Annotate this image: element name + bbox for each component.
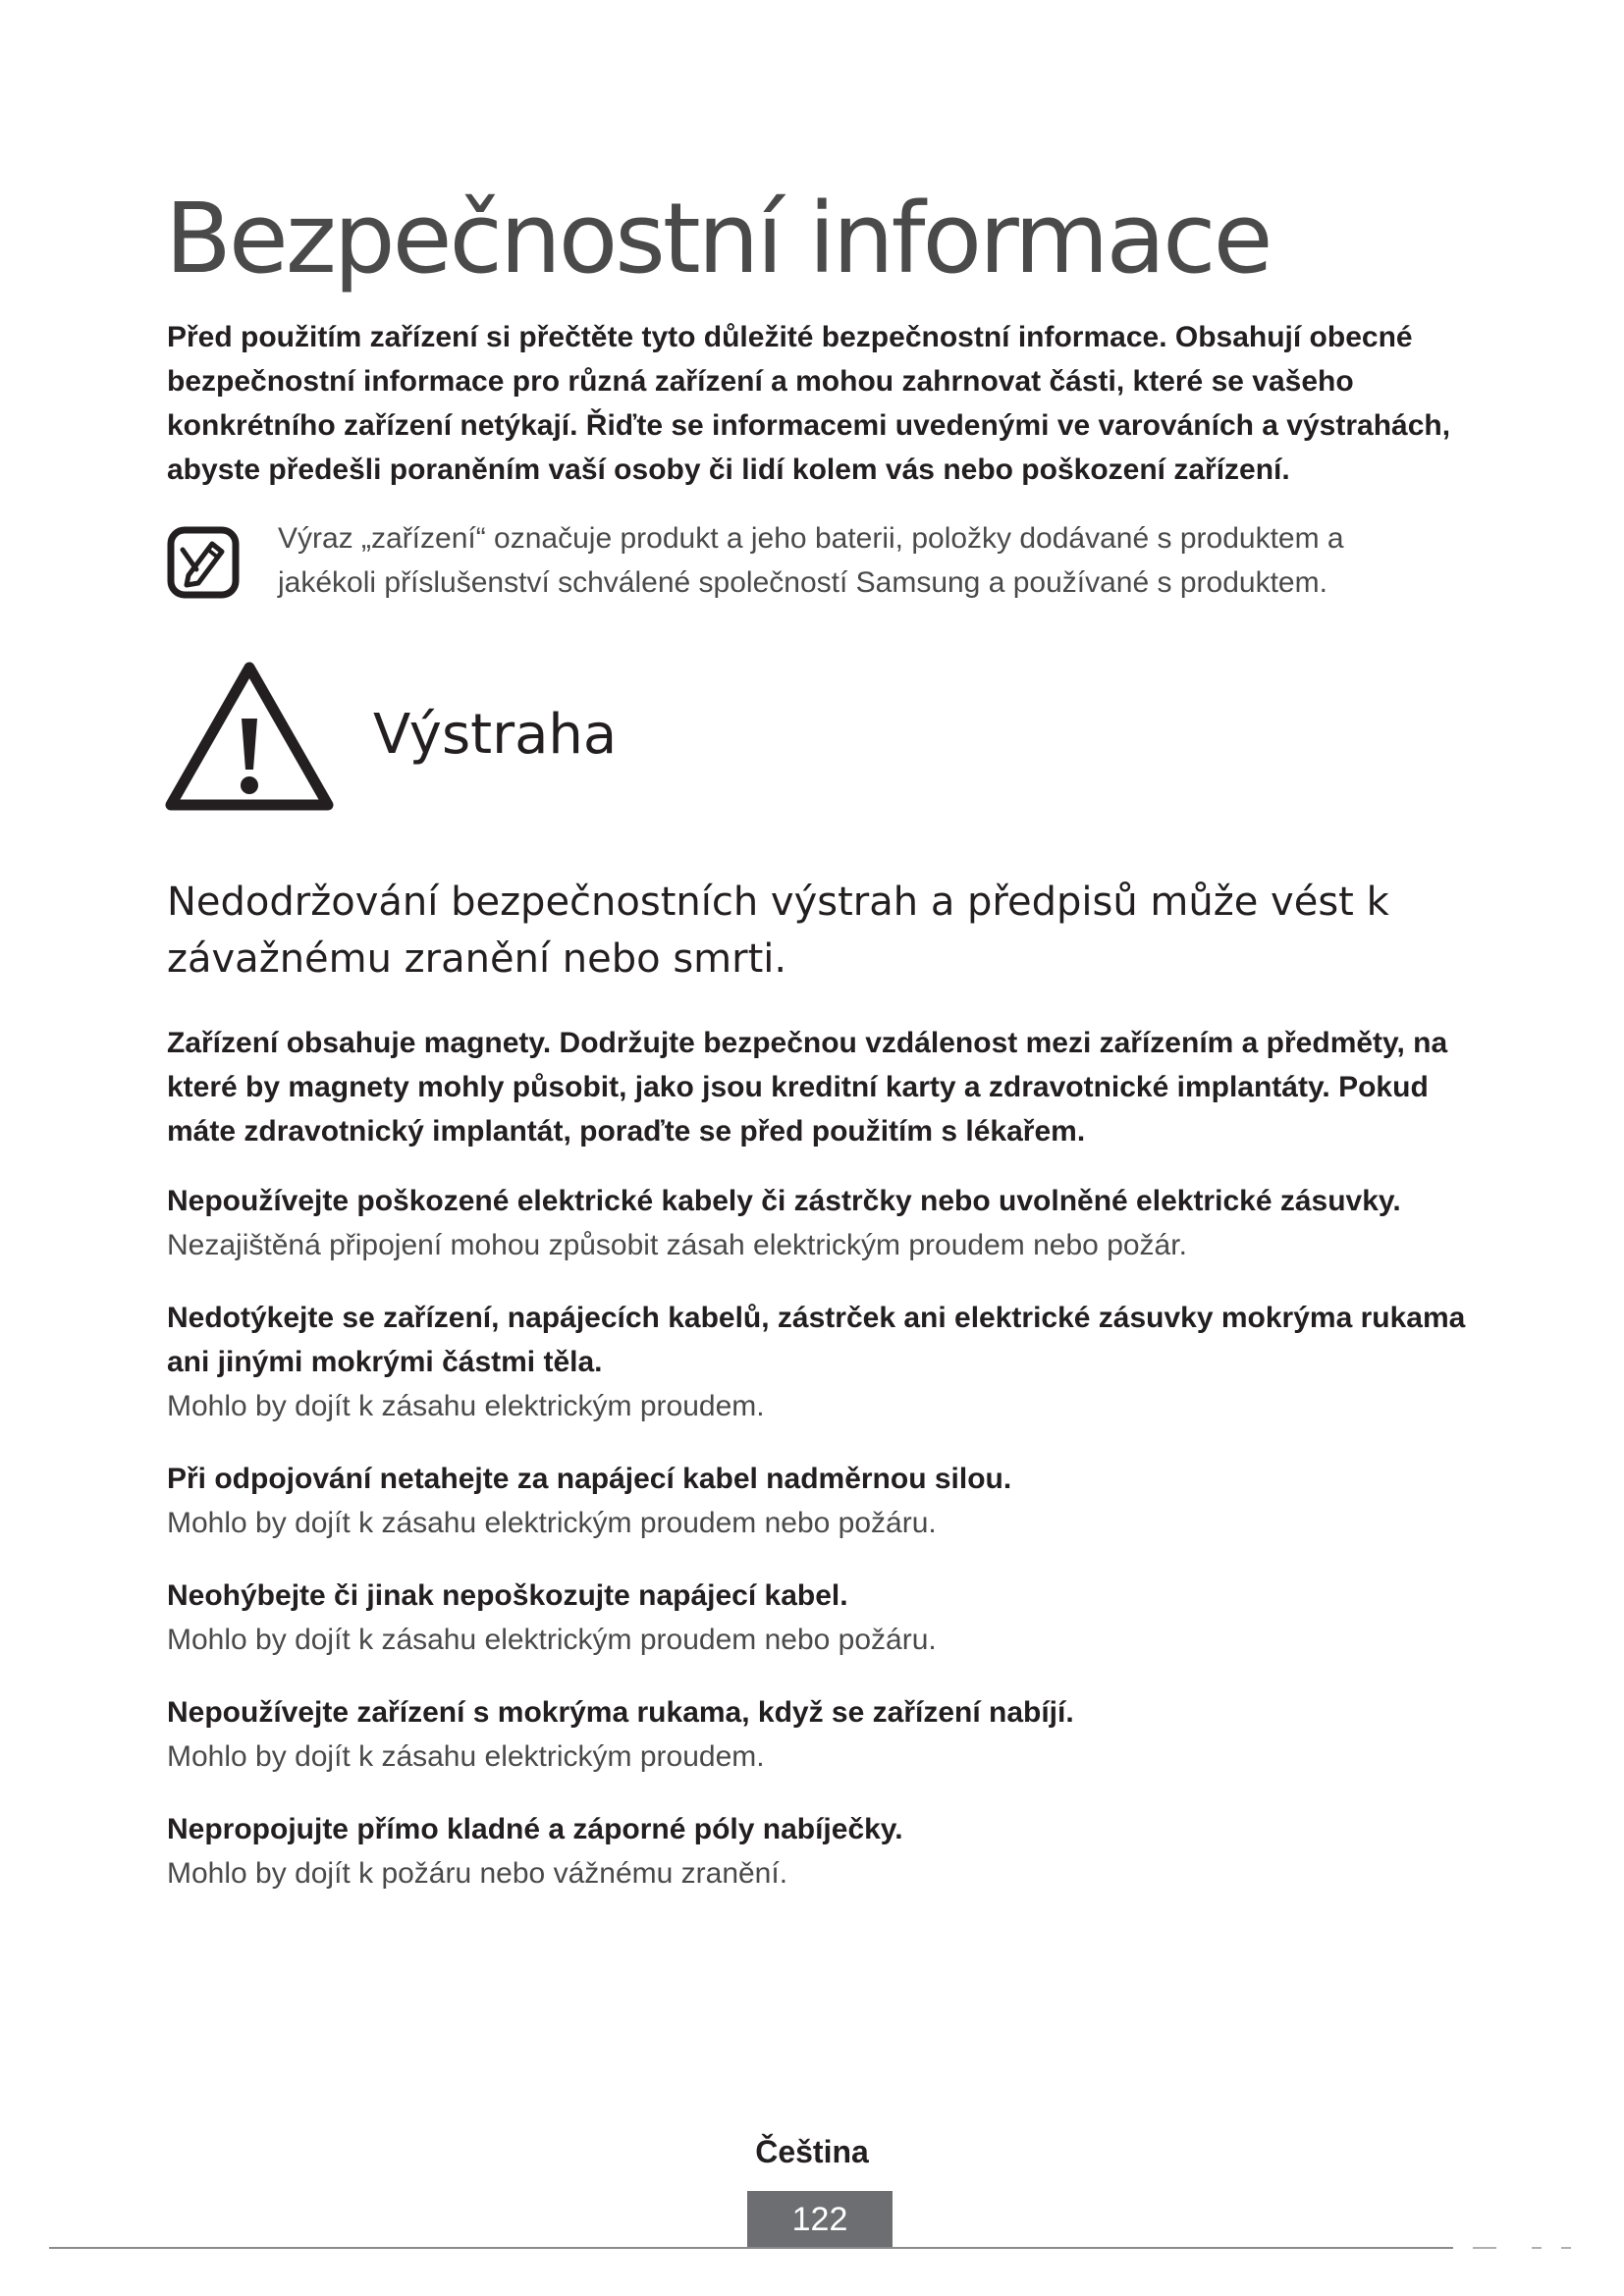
warning-item xyxy=(167,1807,1473,1896)
warning-item-description: Mohlo by dojít k zásahu elektrickým proudem. xyxy=(167,1740,765,1773)
footer-rule-segment xyxy=(1532,2247,1542,2249)
note-pencil-icon xyxy=(167,526,240,599)
intro-paragraph: Před použitím zařízení si přečtěte tyto důležité bezpečnostní informace. Obsahují obecné bezpečnostní informace pro různá zařízení a mohou zahrnovat části, které se vašeho konkrétního zařízení netýkají. Řiďte se informacemi uvedenými ve varováních a výstrahách, abyste předešli poraněním vaší osoby či lidí kolem vás nebo poškození zařízení. xyxy=(167,321,1451,486)
warning-item-description: Mohlo by dojít k zásahu elektrickým proudem nebo požáru. xyxy=(167,1624,937,1656)
warning-item-description: Nezajištěná připojení mohou způsobit zásah elektrickým proudem nebo požár. xyxy=(167,1229,1187,1261)
warning-item xyxy=(167,1021,1473,1153)
warning-item xyxy=(167,1690,1473,1779)
warning-item xyxy=(167,1457,1473,1545)
warning-item xyxy=(167,1574,1473,1662)
warning-item-title: Nedotýkejte se zařízení, napájecích kabelů, zástrček ani elektrické zásuvky mokrýma rukama ani jinými mokrými částmi těla. xyxy=(167,1302,1466,1378)
footer-rule-segment xyxy=(1473,2247,1496,2249)
warning-item-title: Při odpojování netahejte za napájecí kabel nadměrnou silou. xyxy=(167,1463,1012,1495)
footer-rule xyxy=(49,2247,1453,2249)
warning-item-title: Neohýbejte či jinak nepoškozujte napájecí kabel. xyxy=(167,1579,848,1612)
note-text: Výraz „zařízení“ označuje produkt a jeho baterii, položky dodávané s produktem a jakékoli příslušenství schválené společností Samsung a používané s produktem. xyxy=(278,522,1344,599)
warning-item-description: Mohlo by dojít k požáru nebo vážnému zranění. xyxy=(167,1857,788,1890)
main-warning: Nedodržování bezpečnostních výstrah a předpisů může vést k závažnému zranění nebo smrti. xyxy=(167,880,1389,982)
warning-item-title: Nepoužívejte poškozené elektrické kabely či zástrčky nebo uvolněné elektrické zásuvky. xyxy=(167,1185,1401,1217)
warning-item-title: Nepropojujte přímo kladné a záporné póly nabíječky. xyxy=(167,1813,903,1845)
warning-item xyxy=(167,1179,1473,1267)
footer-rule-segment xyxy=(1561,2247,1571,2249)
warning-item-title: Nepoužívejte zařízení s mokrýma rukama, když se zařízení nabíjí. xyxy=(167,1696,1074,1729)
page-number: 122 xyxy=(747,2191,893,2248)
page-title: Bezpečnostní informace xyxy=(165,183,1271,295)
footer-language: Čeština xyxy=(755,2134,869,2169)
warning-title: Výstraha xyxy=(373,703,618,767)
warning-item-description: Mohlo by dojít k zásahu elektrickým proudem. xyxy=(167,1390,765,1422)
warning-triangle-icon xyxy=(165,660,334,813)
warning-item-title: Zařízení obsahuje magnety. Dodržujte bezpečnou vzdálenost mezi zařízením a předměty, na které by magnety mohly působit, jako jsou kreditní karty a zdravotnické implantáty. Pokud máte zdravotnický implantát, poraďte se před použitím s lékařem. xyxy=(167,1027,1448,1148)
warning-item xyxy=(167,1296,1473,1428)
warning-item-description: Mohlo by dojít k zásahu elektrickým proudem nebo požáru. xyxy=(167,1507,937,1539)
warning-items xyxy=(167,1021,1473,1896)
